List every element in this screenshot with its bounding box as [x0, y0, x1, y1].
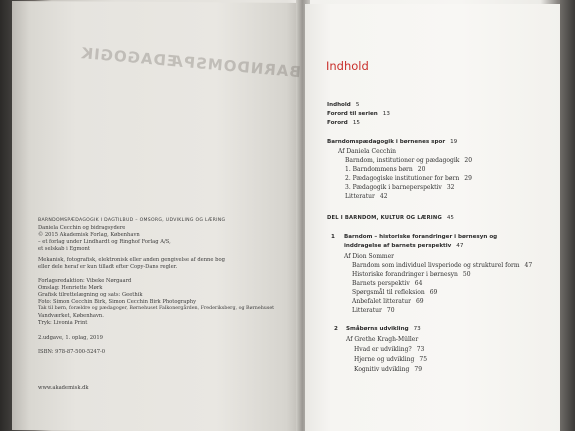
table-surface [560, 0, 575, 431]
toc-item: Spørgsmål til refleksion 69 [352, 289, 438, 296]
website: www.akademisk.dk [38, 385, 89, 391]
toc-item: Anbefalet litteratur 69 [352, 298, 424, 305]
toc-entry: Forord 15 [327, 120, 360, 126]
toc-item: 2. Pædagogiske institutioner for børn 29 [345, 175, 472, 182]
colophon-line: Grafisk tilrettelægning og sats: Geethik [38, 292, 143, 298]
toc-item: Hjerne og udvikling 75 [354, 356, 428, 363]
toc-entry: Forord til serien 13 [327, 111, 390, 117]
colophon-line: – et forlag under Lindhardt og Ringhof Forlag A/S, [38, 239, 171, 245]
toc-item: Litteratur 70 [352, 307, 395, 314]
colophon-line: 2.udgave, 1. oplag, 2019 [38, 335, 103, 341]
colophon-line: Omslag: Henriette Mørk [38, 285, 103, 291]
colophon-line: Mekanisk, fotografisk, elektronisk eller anden gengivelse af denne bog [38, 257, 225, 263]
colophon-line: Vandværket, København. [38, 313, 104, 319]
toc-author: Af Grethe Kragh-Müller [346, 336, 419, 343]
toc-item: Historiske forandringer i børnesyn 50 [352, 271, 471, 278]
toc-title: Indhold [326, 59, 369, 73]
colophon-line: Tak til børn, forældre og pædagoger, Børnehuset Falkonergården, Frederiksberg, og Børnehuset [38, 306, 275, 311]
colophon-line: Tryk: Livonia Print [38, 320, 88, 326]
toc-item: Barndom som individuel livsperiode og strukturel form 47 [352, 262, 533, 269]
isbn: ISBN: 978-87-500-5247-0 [38, 349, 106, 355]
chapter-title: Barndom – historiske forandringer i børnesyn og [344, 234, 498, 240]
toc-item: Hvad er udvikling? 73 [354, 346, 425, 353]
toc-entry: Indhold 5 [327, 102, 360, 108]
chapter-title: Småbørns udvikling 73 [346, 326, 421, 332]
colophon-line: Forlagsredaktion: Vibeke Nørgaard [38, 278, 132, 284]
toc-author: Af Daniela Cecchin [338, 148, 396, 155]
chapter-title: inddragelse af barnets perspektiv 47 [344, 243, 464, 249]
toc-author: Af Dion Sommer [344, 253, 394, 260]
toc-item: Litteratur 42 [345, 193, 388, 200]
chapter-number: 1 [331, 234, 335, 240]
colophon-line: © 2015 Akademisk Forlag, København [38, 232, 140, 238]
bleed-through-title: BARNDOMSPÆDAGOGIK [79, 44, 302, 82]
toc-item: Kognitiv udvikling 79 [354, 366, 423, 373]
colophon-line: Foto: Simon Cecchin Birk, Simon Cecchin Birk Photography [38, 299, 196, 305]
colophon-title: BARNDOMSPÆDAGOGIK I DAGTILBUD – OMSORG, UDVIKLING OG LÆRING [38, 218, 226, 223]
toc-item: Barnets perspektiv 64 [352, 280, 423, 287]
colophon-line: eller dele heraf er kun tilladt efter Copy-Dans regler. [38, 264, 178, 270]
toc-item: Barndom, institutioner og pædagogik 20 [345, 157, 473, 164]
colophon-line: Daniela Cecchin og bidragsydere [38, 225, 126, 231]
toc-item: 1. Barndommens børn 20 [345, 166, 426, 173]
chapter-number: 2 [334, 326, 338, 332]
toc-item: 3. Pædagogik i barneperspektiv 32 [345, 184, 455, 191]
toc-part-heading: DEL I BARNDOM, KULTUR OG LÆRING 45 [327, 215, 454, 221]
toc-section-heading: Barndomspædagogik i børnenes spor 19 [327, 139, 458, 145]
colophon-line: et selskab i Egmont [38, 246, 90, 252]
